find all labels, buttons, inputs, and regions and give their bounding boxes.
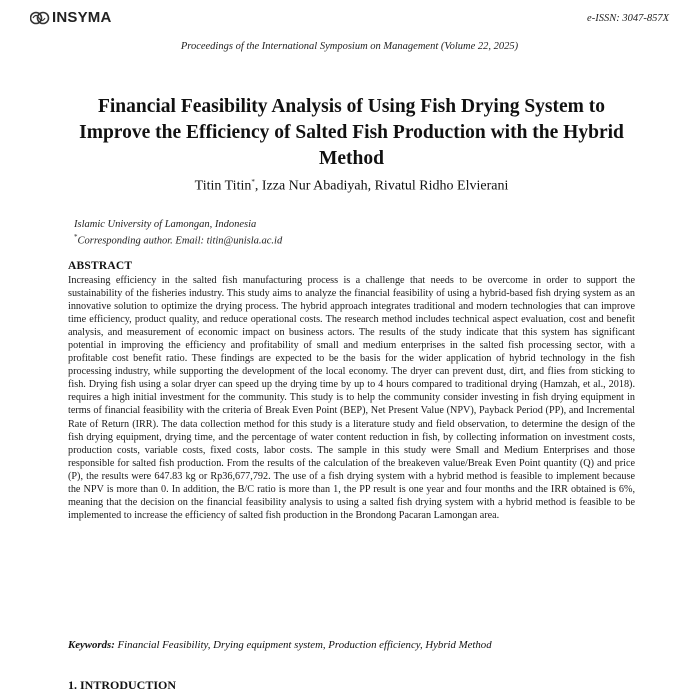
- paper-title: Financial Feasibility Analysis of Using Fish Drying System to Improve the Efficiency of Salted Fish Production with the Hybrid Method: [79, 96, 624, 169]
- insyma-logo: [30, 9, 112, 26]
- affiliation: Islamic University of Lamongan, Indonesia: [74, 219, 257, 230]
- author-list: [68, 178, 635, 195]
- other-authors: , Izza Nur Abadiyah, Rivatul Ridho Elvierani: [254, 178, 509, 194]
- keywords-line: [68, 639, 635, 651]
- keywords-label: Keywords:: [68, 639, 115, 651]
- page-header: [30, 9, 669, 52]
- logo-text: INSYMA: [52, 9, 112, 26]
- corresponding-email: Corresponding author. Email: titin@unisla.ac.id: [77, 235, 283, 247]
- abstract-text: Increasing efficiency in the salted fish manufacturing process is a challenge that needs to be overcome in order to support the sustainability of the fisheries industry. This study aims to analyze the financial feasibility of using a hybrid-based fish drying system as an innovative solution to optimize the drying process. The hybrid approach integrates traditional and modern technologies that can improve time efficiency, product quality, and reduce operational costs. The research method includes technical aspect evaluation, cost and benefit analysis, and measurement of economic impact on business actors. The results of the study indicate that this system has significant potential in improving the efficiency and profitability of small and medium enterprises in the salted fish processing sector, with a profitable cost benefit ratio. These findings are expected to be the basis for the wider application of hybrid technology in the fish processing industry, while supporting the development of the local economy. The dryer can prevent dust, dirt, and flies from sticking to fish. Drying fish using a solar dryer can speed up the drying time by up to 4 hours compared to traditional drying (Hamzah, et al., 2018). requires a high initial investment for the community. This study is to help the community consider investing in fish drying equipment in terms of financial feasibility with the criteria of Break Even Point (BEP), Net Present Value (NPV), Payback Period (PP), and Incremental Rate of Return (IRR). The data collection method for this study is a literature study and field observation, to determine the design of the fish drying equipment, drying time, and the percentage of water content reduction in fish, by collecting information on investment costs, production costs, variable costs, fixed costs, labor costs. The sample in this study were Small and Medium Enterprises and those responsible for salted fish production. From the results of the calculation of the breakeven value/Break Even Point quantity (Q) and price (P), the results were 647.83 kg or Rp36,677,792. The use of a fish drying system with a hybrid method is feasible to implement because the NPV is more than 0. In addition, the B/C ratio is more than 1, the PP result is one year and four months and the IRR obtained is 6%, meaning that the decision on the financial feasibility analysis to using a salted fish drying system with a hybrid method is feasible to be implemented to increase the efficiency of salted fish production in the Brondong Pacaran Lamongan area.: [68, 275, 635, 521]
- abstract-heading: ABSTRACT: [68, 260, 133, 272]
- corresponding-mark: *: [251, 178, 255, 186]
- corresponding-asterisk: *: [74, 233, 78, 241]
- introduction-heading: 1. INTRODUCTION: [68, 678, 177, 692]
- keywords-text: Financial Feasibility, Drying equipment system, Production efficiency, Hybrid Method: [114, 639, 492, 651]
- affiliation-block: [74, 218, 635, 248]
- proceedings-line: Proceedings of the International Symposium on Management (Volume 22, 2025): [180, 41, 519, 52]
- first-author: Titin Titin: [194, 178, 252, 194]
- issn: e-ISSN: 3047-857X: [587, 13, 669, 24]
- insyma-logo-mark-icon: [30, 10, 50, 26]
- corresponding-author: [74, 231, 635, 248]
